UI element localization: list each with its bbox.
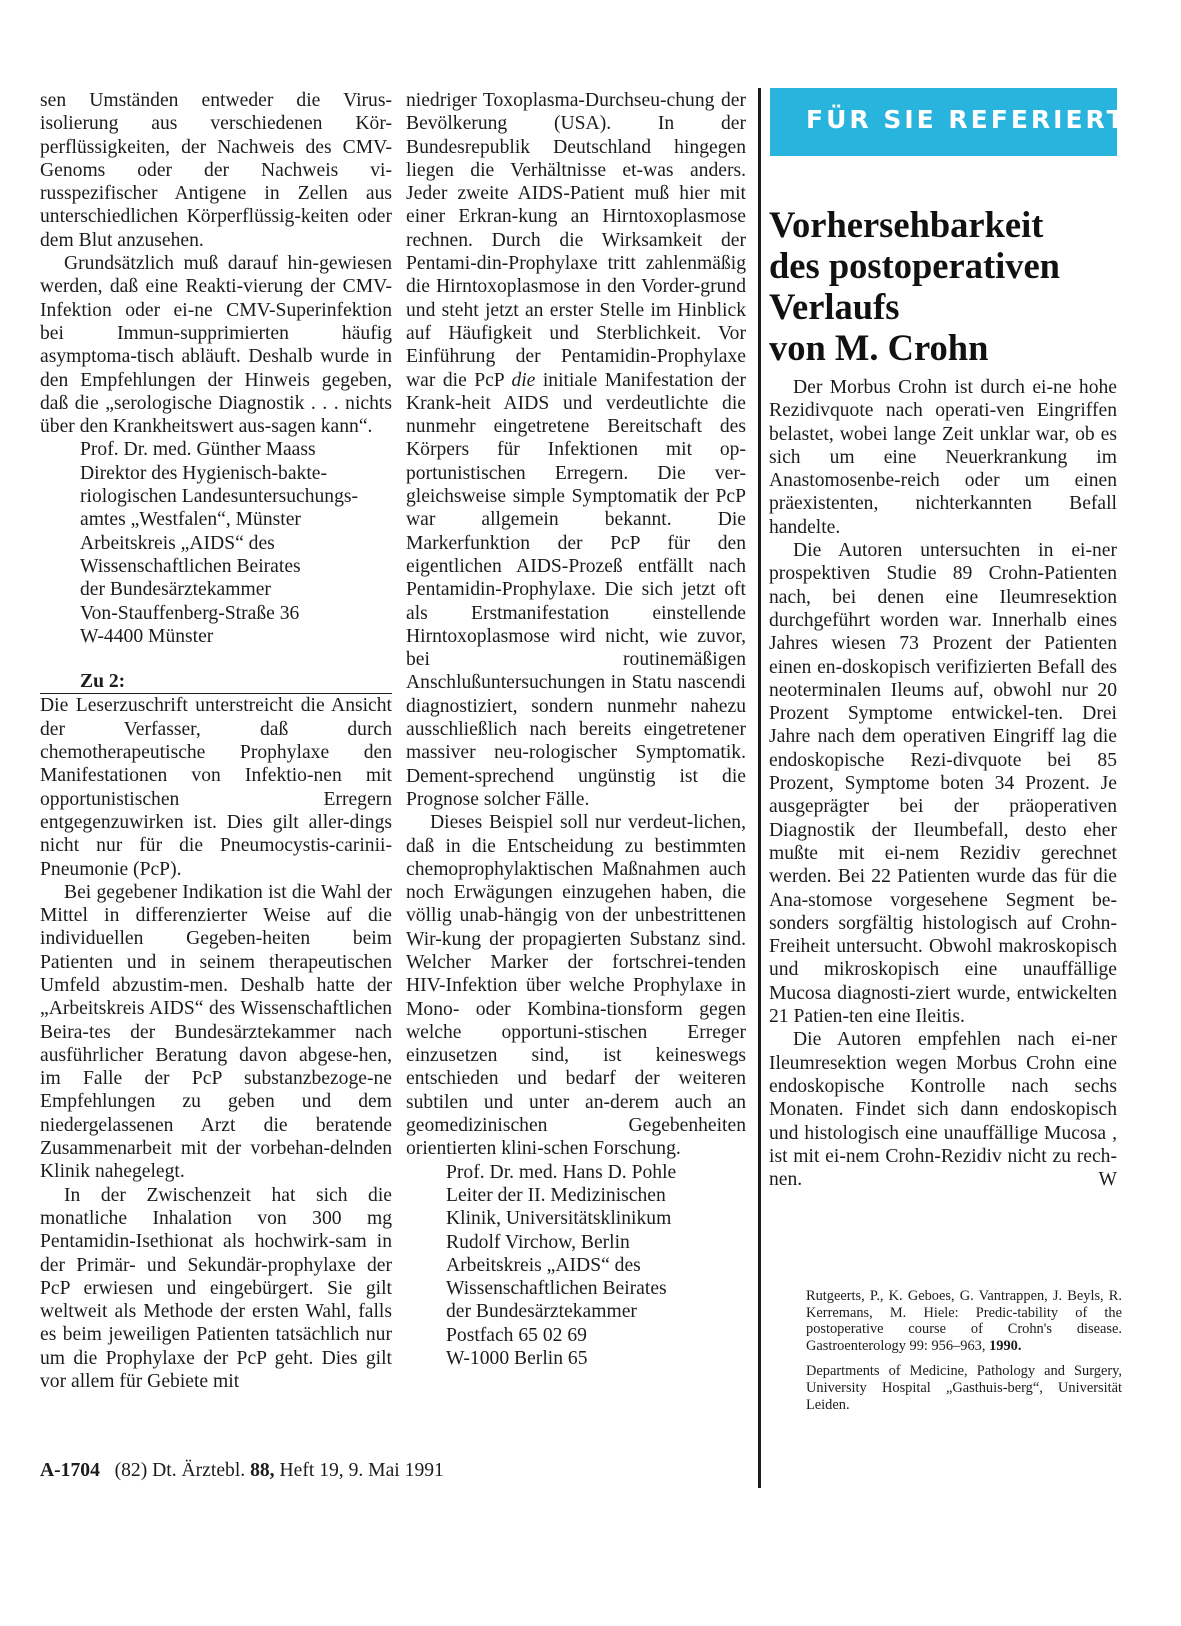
paragraph [406, 89, 746, 811]
journal-ref: (82) Dt. Ärztebl. [114, 1460, 246, 1481]
column-2 [406, 89, 746, 1370]
paragraph: Bei gegebener Indikation ist die Wahl der Mittel in differenzierter Weise auf die individuellen Gegeben-heiten beim Patienten und in seinem therapeutischen Umfeld abzustim-men. Deshalb hatte der „Arbeitskreis AIDS“ des Wissenschaftlichen Beira-tes der Bundesärztekammer nach ausführlicher Beratung davon abgese-hen, im Falle der PcP substanzbezoge-ne Empfehlungen zu geben und dem niedergelassenen Arzt die beratende Zusammenarbeit mit der vorbehan-delnden Klinik nahegelegt. [40, 881, 392, 1183]
page-footer [40, 1460, 444, 1482]
paragraph [769, 1028, 1117, 1191]
title-line: des postoperativen [769, 245, 1060, 286]
address-line: Leiter der II. Medizinischen [446, 1184, 666, 1206]
address-line: amtes „Westfalen“, Münster [80, 509, 301, 531]
paragraph: sen Umständen entweder die Virus-isolierung aus verschiedenen Kör-perflüssigkeiten, der Nachweis des CMV-Genoms oder der Nachweis vi-russpezifischer Antigene in Zellen aus unterschiedlichen Körperflüssig-keiten oder dem Blut anzusehen. [40, 90, 392, 251]
issue-date: Heft 19, 9. Mai 1991 [279, 1460, 444, 1481]
paragraph: Grundsätzlich muß darauf hin-gewiesen werden, daß eine Reakti-vierung der CMV-Infektion oder ei-ne CMV-Superinfektion bei Immun-supprimierten häufig asymptoma-tisch abläuft. Deshalb wurde in den Empfehlungen der Hinweis gegeben, daß die „serologische Diagnostik . . . nichts über den Krankheitswert aus-sagen kann“. [40, 253, 392, 438]
column-3 [769, 376, 1117, 1191]
paragraph: In der Zwischenzeit hat sich die monatliche Inhalation von 300 mg Pentamidin-Isethionat als hochwirk-sam in der Primär- und Sekundär-prophylaxe der PcP erwiesen und eingebürgert. Sie gilt weltweit als Methode der ersten Wahl, falls es beim jeweiligen Patienten tatsächlich nur um die Prophylaxe der PcP geht. Dies gilt vor allem für Gebiete mit [40, 1184, 392, 1393]
address-line: W-1000 Berlin 65 [446, 1348, 588, 1370]
text-run: initiale Manifestation der Krank-heit AIDS und verdeutlichte die nunmehr eingetretene Bereitschaft des Körpers für Infektionen mit op-portunistischen Erregern. Die ver-gleichsweise simple Symptomatik der PcP war allgemein bekannt. Die Markerfunktion der PcP für den eigentlichen AIDS-Prozeß entfällt nach Pentamidin-Prophylaxe. Die sich jetzt oft als Erstmanifestation einstellende Hirntoxoplasmose wird nicht, wie zuvor, bei routinemäßigen Anschlußuntersuchungen in Statu nascendi diagnostiziert, sondern nunmehr nahezu ausschließlich nach bereits eingetretener massiver neu-rologischer Symptomatik. Dement-sprechend ungünstig ist die Prognose solcher Fälle. [406, 369, 746, 810]
citation-year: 1990. [989, 1337, 1022, 1354]
title-line: Vorhersehbarkeit [769, 204, 1044, 245]
column-divider [758, 88, 761, 1488]
title-line: von M. Crohn [769, 327, 989, 368]
citation [806, 1288, 1122, 1354]
title-line: Verlaufs [769, 286, 900, 327]
author-signature: W [1098, 1169, 1117, 1191]
address-line: Arbeitskreis „AIDS“ des [80, 532, 275, 554]
address-line: Von-Stauffenberg-Straße 36 [80, 602, 300, 624]
references [806, 1288, 1122, 1422]
address-line: Rudolf Virchow, Berlin [446, 1231, 630, 1253]
address-line: Wissenschaftlichen Beirates [446, 1278, 667, 1300]
volume-number: 88, [250, 1460, 275, 1481]
address-line: Postfach 65 02 69 [446, 1324, 587, 1346]
text-run: Die Autoren empfehlen nach ei-ner Ileumresektion wegen Morbus Crohn eine endoskopische Kontrolle nach sechs Monaten. Findet sich dann endoskopisch und histologisch eine unauffällige Mucosa , ist mit ei-nem Crohn-Rezidiv nicht zu rech-nen. [769, 1029, 1117, 1191]
section-banner [770, 88, 1127, 156]
author-address-2 [406, 1161, 746, 1371]
citation-text: Rutgeerts, P., K. Geboes, G. Vantrappen, J. Beyls, R. Kerremans, M. Hiele: Predic-tability of the postoperative course of Crohn's disease. Gastroenterology 99: 956–963, [806, 1288, 1122, 1354]
address-line: Klinik, Universitätsklinikum [446, 1208, 672, 1230]
address-line: W-4400 Münster [80, 625, 214, 647]
address-line: Prof. Dr. med. Günther Maass [80, 439, 316, 461]
paragraph: Dieses Beispiel soll nur verdeut-lichen, daß in die Entscheidung zu bestimmten chemoprophylaktischen Maßnahmen auch noch Erwägungen einzugehen haben, die völlig unab-hängig von der unbestrittenen Wir-kung der propagierten Substanz sind. Welcher Marker der fortschrei-tenden HIV-Infektion über welche Prophylaxe in Mono- oder Kombina-tionsform gegen welche opportuni-stischen Erreger einzusetzen sind, ist keineswegs entschieden und bedarf der weiteren subtilen und unter an-derem auch an geomedizinischen Gegebenheiten orientierten klini-schen Forschung. [406, 812, 746, 1160]
page-number: A-1704 [40, 1460, 100, 1481]
address-line: der Bundesärztekammer [446, 1301, 637, 1323]
author-address-1 [40, 438, 392, 648]
paragraph: Die Leserzuschrift unterstreicht die Ansicht der Verfasser, daß durch chemotherapeutische Prophylaxe den Manifestationen von Infektio-nen mit opportunistischen Erregern entgegenzuwirken ist. Dies gilt aller-dings nicht nur für die Pneumocystis-carinii-Pneumonie (PcP). [40, 695, 392, 880]
column-1 [40, 89, 392, 1393]
affiliation: Departments of Medicine, Pathology and Surgery, University Hospital „Gasthuis-berg“, Universität Leiden. [806, 1363, 1122, 1413]
section-heading: Zu 2: [40, 670, 392, 694]
article-title [769, 204, 1129, 368]
banner-label: FÜR SIE REFERIERT [806, 105, 1127, 134]
address-line: Arbeitskreis „AIDS“ des [446, 1254, 641, 1276]
emphasis: die [511, 369, 536, 391]
address-line: riologischen Landesuntersuchungs- [80, 486, 359, 508]
paragraph: Der Morbus Crohn ist durch ei-ne hohe Rezidivquote nach operati-ven Eingriffen belastet, wobei lange Zeit unklar war, ob es sich um eine Neuerkrankung im Anastomosenbe-reich oder um einen präexistenten, nichterkannten Befall handelte. [769, 377, 1117, 538]
address-line: Wissenschaftlichen Beirates [80, 555, 301, 577]
paragraph: Die Autoren untersuchten in ei-ner prospektiven Studie 89 Crohn-Patienten nach, bei denen eine Ileumresektion durchgeführt worden war. Innerhalb eines Jahres wiesen 73 Prozent der Patienten einen en-doskopisch verifizierten Befall des neoterminalen Ileums auf, obwohl nur 20 Prozent Symptome entwickel-ten. Drei Jahre nach dem operativen Eingriff lag die endoskopische Rezi-divquote bei 85 Prozent, Symptome boten 34 Prozent. Je ausgeprägter bei der präoperativen Diagnostik der Ileumbefall, desto eher mußte mit ei-nem Rezidiv gerechnet werden. Bei 22 Patienten wurde das für die Ana-stomose vorgesehene Segment be-sonders sorgfältig histologisch auf Crohn-Freiheit untersucht. Obwohl makroskopisch und mikroskopisch eine unauffällige Mucosa diagnosti-ziert wurde, entwickelten 21 Patien-ten eine Ileitis. [769, 540, 1117, 1028]
address-line: der Bundesärztekammer [80, 579, 271, 601]
address-line: Prof. Dr. med. Hans D. Pohle [446, 1161, 677, 1183]
text-run: niedriger Toxoplasma-Durchseu-chung der Bevölkerung (USA). In der Bundesrepublik Deutschland hingegen liegen die Verhältnisse et-was anders. Jeder zweite AIDS-Patient muß hier mit einer Erkran-kung an Hirntoxoplasmose rechnen. Durch die Wirksamkeit der Pentami-din-Prophylaxe tritt zahlenmäßig die Hirntoxoplasmose in den Vorder-grund und steht jetzt an erster Stelle im Hinblick auf Häufigkeit und Sterblichkeit. Vor Einführung der Pentamidin-Prophylaxe war die PcP [406, 90, 746, 391]
address-line: Direktor des Hygienisch-bakte- [80, 462, 328, 484]
